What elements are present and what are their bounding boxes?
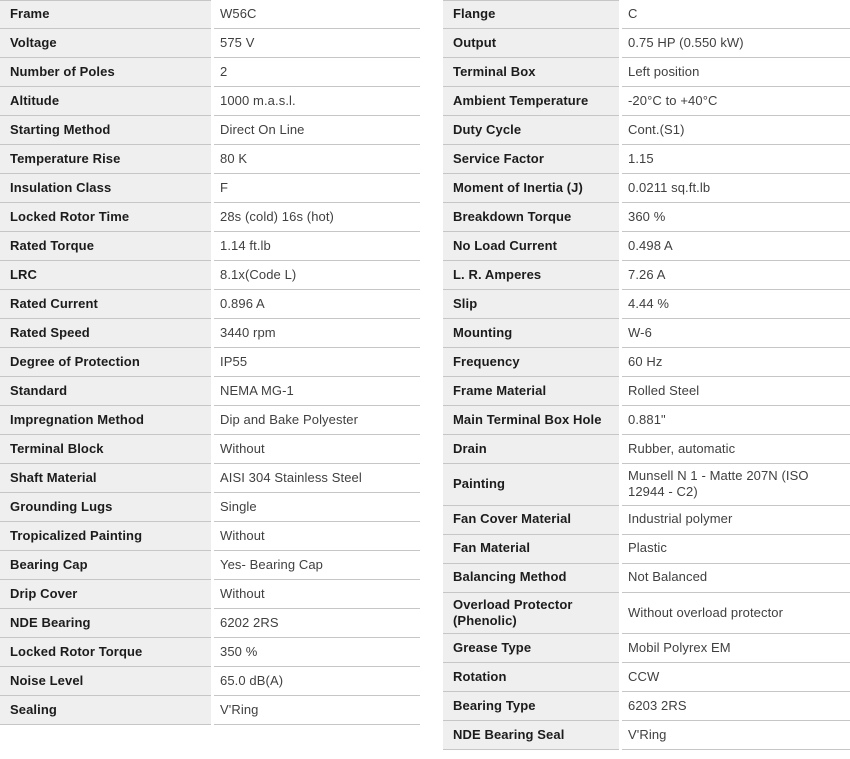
spec-label-cell	[443, 464, 619, 506]
spec-label: Frame Material	[453, 382, 547, 398]
spec-label: Number of Poles	[10, 63, 115, 79]
spec-value: 1000 m.a.s.l.	[220, 92, 296, 108]
spec-label-cell	[0, 29, 211, 58]
spec-label-cell	[443, 203, 619, 232]
spec-label-cell	[0, 638, 211, 667]
spec-value: Mobil Polyrex EM	[628, 639, 731, 655]
spec-value-cell	[622, 377, 850, 406]
spec-label-cell	[0, 406, 211, 435]
spec-label: Flange	[453, 6, 496, 22]
spec-label: Bearing Cap	[10, 556, 88, 572]
spec-value-cell	[622, 203, 850, 232]
spec-row	[0, 145, 420, 174]
spec-row	[0, 435, 420, 464]
spec-row	[443, 29, 850, 58]
spec-label-cell	[0, 493, 211, 522]
spec-value-cell	[622, 232, 850, 261]
spec-label: Sealing	[10, 701, 57, 717]
spec-label: Starting Method	[10, 121, 111, 137]
spec-value: Yes- Bearing Cap	[220, 556, 324, 572]
spec-label: Rated Current	[10, 295, 98, 311]
spec-label: Terminal Box	[453, 63, 536, 79]
spec-value: Without	[220, 440, 265, 456]
spec-value: 575 V	[220, 34, 255, 50]
spec-label-cell	[443, 290, 619, 319]
spec-label: Moment of Inertia (J)	[453, 179, 583, 195]
spec-value-cell	[214, 638, 420, 667]
spec-label: Bearing Type	[453, 697, 536, 713]
spec-label: Rated Speed	[10, 324, 90, 340]
spec-label-cell	[443, 435, 619, 464]
spec-label: Mounting	[453, 324, 513, 340]
spec-row	[0, 87, 420, 116]
spec-value-cell	[622, 593, 850, 635]
spec-value-cell	[622, 506, 850, 535]
spec-row	[443, 261, 850, 290]
spec-row	[0, 261, 420, 290]
spec-label-cell	[443, 663, 619, 692]
spec-label: Frequency	[453, 353, 520, 369]
spec-label: Fan Material	[453, 540, 531, 556]
spec-label: Locked Rotor Torque	[10, 643, 143, 659]
spec-value-cell	[214, 667, 420, 696]
spec-value: 350 %	[220, 643, 258, 659]
spec-row	[443, 58, 850, 87]
spec-value-cell	[214, 609, 420, 638]
spec-label-cell	[0, 580, 211, 609]
spec-label-cell	[443, 87, 619, 116]
spec-value: 8.1x(Code L)	[220, 266, 297, 282]
spec-value: Industrial polymer	[628, 511, 733, 527]
spec-row	[0, 29, 420, 58]
spec-value: 28s (cold) 16s (hot)	[220, 208, 334, 224]
spec-label-cell	[0, 174, 211, 203]
spec-label: Drip Cover	[10, 585, 78, 601]
spec-row	[0, 348, 420, 377]
spec-label-cell	[443, 116, 619, 145]
spec-label-cell	[443, 593, 619, 635]
spec-label-cell	[443, 261, 619, 290]
spec-value: 6203 2RS	[628, 697, 687, 713]
spec-row	[0, 551, 420, 580]
spec-label: Duty Cycle	[453, 121, 522, 137]
spec-value: 1.14 ft.lb	[220, 237, 271, 253]
spec-value-cell	[214, 116, 420, 145]
spec-value: 0.75 HP (0.550 kW)	[628, 34, 744, 50]
spec-value-cell	[622, 721, 850, 750]
spec-label-cell	[0, 290, 211, 319]
spec-row	[0, 609, 420, 638]
spec-row	[0, 290, 420, 319]
spec-value-cell	[214, 290, 420, 319]
spec-value-cell	[214, 406, 420, 435]
spec-label-cell	[443, 58, 619, 87]
spec-label-cell	[0, 696, 211, 725]
spec-row	[443, 87, 850, 116]
spec-value-cell	[214, 522, 420, 551]
spec-value: Rubber, automatic	[628, 440, 736, 456]
spec-label: NDE Bearing Seal	[453, 726, 565, 742]
spec-row	[443, 535, 850, 564]
spec-label-cell	[443, 29, 619, 58]
spec-label: LRC	[10, 266, 38, 282]
spec-label-cell	[0, 319, 211, 348]
spec-label: Rotation	[453, 668, 507, 684]
spec-label: Breakdown Torque	[453, 208, 572, 224]
spec-label: Grease Type	[453, 639, 532, 655]
spec-label-cell	[0, 145, 211, 174]
spec-value-cell	[622, 0, 850, 29]
spec-value: Without	[220, 585, 265, 601]
spec-row	[0, 377, 420, 406]
spec-value-cell	[622, 348, 850, 377]
spec-row	[0, 638, 420, 667]
spec-value: 6202 2RS	[220, 614, 279, 630]
spec-value-cell	[622, 634, 850, 663]
spec-label-cell	[0, 609, 211, 638]
spec-label: Standard	[10, 382, 68, 398]
spec-value: W56C	[220, 5, 257, 21]
spec-value: V'Ring	[220, 701, 259, 717]
spec-value: 0.881"	[628, 411, 666, 427]
spec-label-cell	[443, 564, 619, 593]
spec-value-cell	[214, 435, 420, 464]
spec-row	[443, 203, 850, 232]
spec-value-cell	[214, 580, 420, 609]
spec-label-cell	[443, 145, 619, 174]
spec-label: Drain	[453, 440, 487, 456]
spec-row	[443, 634, 850, 663]
spec-label-cell	[443, 406, 619, 435]
spec-label: Ambient Temperature	[453, 92, 589, 108]
spec-value: 0.896 A	[220, 295, 265, 311]
spec-row	[0, 522, 420, 551]
spec-value-cell	[622, 406, 850, 435]
spec-row	[443, 0, 850, 29]
spec-label: Voltage	[10, 34, 57, 50]
spec-value: 65.0 dB(A)	[220, 672, 284, 688]
spec-row	[443, 406, 850, 435]
spec-label-cell	[443, 721, 619, 750]
spec-label-cell	[0, 551, 211, 580]
spec-value: AISI 304 Stainless Steel	[220, 469, 362, 485]
spec-row	[443, 721, 850, 750]
spec-row	[443, 564, 850, 593]
spec-value: 60 Hz	[628, 353, 663, 369]
spec-value: Without overload protector	[628, 604, 784, 620]
spec-row	[443, 319, 850, 348]
spec-label: L. R. Amperes	[453, 266, 542, 282]
spec-label-cell	[443, 692, 619, 721]
spec-row	[0, 0, 420, 29]
spec-label-cell	[443, 535, 619, 564]
spec-value-cell	[214, 145, 420, 174]
spec-value: Cont.(S1)	[628, 121, 685, 137]
spec-label-cell	[443, 377, 619, 406]
spec-value: CCW	[628, 668, 660, 684]
spec-label: NDE Bearing	[10, 614, 91, 630]
spec-value: Not Balanced	[628, 569, 708, 585]
spec-value: 1.15	[628, 150, 654, 166]
spec-row	[443, 464, 850, 506]
spec-label: Output	[453, 34, 497, 50]
spec-value: 0.498 A	[628, 237, 673, 253]
spec-value: 4.44 %	[628, 295, 670, 311]
spec-table-right	[443, 0, 850, 750]
spec-value-cell	[622, 58, 850, 87]
spec-label: Terminal Block	[10, 440, 104, 456]
spec-label: Altitude	[10, 92, 60, 108]
spec-label: Locked Rotor Time	[10, 208, 130, 224]
spec-label-cell	[0, 203, 211, 232]
spec-row	[443, 377, 850, 406]
spec-value: Single	[220, 498, 257, 514]
spec-value-cell	[622, 663, 850, 692]
spec-label: Grounding Lugs	[10, 498, 113, 514]
spec-value-cell	[214, 493, 420, 522]
spec-label: No Load Current	[453, 237, 558, 253]
spec-value: V'Ring	[628, 726, 667, 742]
spec-row	[0, 116, 420, 145]
spec-label: Service Factor	[453, 150, 545, 166]
spec-label: Degree of Protection	[10, 353, 140, 369]
spec-value: 3440 rpm	[220, 324, 276, 340]
spec-value-cell	[622, 464, 850, 506]
spec-label: Slip	[453, 295, 478, 311]
spec-row	[0, 464, 420, 493]
spec-value: IP55	[220, 353, 248, 369]
spec-label-cell	[0, 232, 211, 261]
spec-value: 80 K	[220, 150, 248, 166]
spec-row	[0, 232, 420, 261]
spec-row	[443, 290, 850, 319]
spec-row	[443, 348, 850, 377]
spec-label: Main Terminal Box Hole	[453, 411, 602, 427]
spec-label-cell	[443, 506, 619, 535]
spec-label-cell	[0, 116, 211, 145]
spec-value-cell	[214, 232, 420, 261]
spec-value-cell	[214, 348, 420, 377]
spec-label-cell	[443, 0, 619, 29]
spec-value: 0.0211 sq.ft.lb	[628, 179, 711, 195]
spec-value-cell	[214, 29, 420, 58]
spec-value: W-6	[628, 324, 652, 340]
spec-value-cell	[214, 696, 420, 725]
spec-label-cell	[0, 667, 211, 696]
spec-value: Dip and Bake Polyester	[220, 411, 359, 427]
spec-row	[0, 319, 420, 348]
spec-label: Tropicalized Painting	[10, 527, 143, 543]
spec-value-cell	[622, 261, 850, 290]
spec-value-cell	[214, 174, 420, 203]
spec-value: -20°C to +40°C	[628, 92, 718, 108]
spec-label: Overload Protector (Phenolic)	[453, 596, 573, 628]
spec-label: Balancing Method	[453, 569, 567, 585]
spec-label-cell	[0, 87, 211, 116]
spec-row	[443, 435, 850, 464]
spec-value: 2	[220, 63, 228, 79]
spec-value-cell	[214, 319, 420, 348]
spec-value: C	[628, 5, 638, 21]
spec-row	[443, 506, 850, 535]
spec-value: Munsell N 1 - Matte 207N (ISO 12944 - C2)	[628, 468, 809, 500]
spec-row	[0, 667, 420, 696]
spec-row	[0, 580, 420, 609]
spec-value: 7.26 A	[628, 266, 666, 282]
spec-row	[443, 692, 850, 721]
spec-value: F	[220, 179, 229, 195]
spec-value: Left position	[628, 63, 700, 79]
spec-label: Painting	[453, 476, 506, 492]
spec-value-cell	[622, 116, 850, 145]
spec-row	[443, 174, 850, 203]
spec-row	[0, 493, 420, 522]
spec-value: 360 %	[628, 208, 666, 224]
spec-value-cell	[622, 174, 850, 203]
spec-label-cell	[443, 174, 619, 203]
spec-value-cell	[622, 29, 850, 58]
spec-value: Without	[220, 527, 265, 543]
spec-value-cell	[622, 435, 850, 464]
spec-value: NEMA MG-1	[220, 382, 294, 398]
spec-label-cell	[443, 348, 619, 377]
spec-row	[443, 663, 850, 692]
spec-value-cell	[214, 203, 420, 232]
spec-label-cell	[0, 522, 211, 551]
spec-value-cell	[214, 464, 420, 493]
spec-label-cell	[0, 377, 211, 406]
spec-row	[0, 406, 420, 435]
spec-label: Fan Cover Material	[453, 511, 572, 527]
spec-value-cell	[214, 58, 420, 87]
spec-row	[0, 58, 420, 87]
spec-row	[443, 116, 850, 145]
spec-label: Rated Torque	[10, 237, 95, 253]
spec-value-cell	[622, 319, 850, 348]
spec-label: Temperature Rise	[10, 150, 121, 166]
spec-label-cell	[443, 319, 619, 348]
spec-value-cell	[214, 0, 420, 29]
spec-row	[443, 593, 850, 635]
spec-label-cell	[0, 348, 211, 377]
spec-value: Plastic	[628, 540, 667, 556]
spec-label-cell	[0, 261, 211, 290]
spec-value-cell	[214, 261, 420, 290]
spec-label-cell	[0, 435, 211, 464]
spec-label-cell	[0, 0, 211, 29]
spec-value-cell	[214, 87, 420, 116]
spec-value-cell	[622, 564, 850, 593]
spec-label: Impregnation Method	[10, 411, 145, 427]
spec-row	[0, 174, 420, 203]
spec-table-left	[0, 0, 420, 725]
spec-value-cell	[622, 145, 850, 174]
spec-label-cell	[443, 634, 619, 663]
spec-label: Insulation Class	[10, 179, 112, 195]
spec-label: Shaft Material	[10, 469, 97, 485]
spec-row	[0, 696, 420, 725]
spec-label-cell	[443, 232, 619, 261]
spec-label: Frame	[10, 6, 50, 22]
spec-value-cell	[622, 692, 850, 721]
spec-label: Noise Level	[10, 672, 84, 688]
spec-value-cell	[622, 87, 850, 116]
spec-row	[443, 232, 850, 261]
spec-value-cell	[622, 290, 850, 319]
spec-row	[0, 203, 420, 232]
spec-value-cell	[214, 377, 420, 406]
spec-value: Rolled Steel	[628, 382, 700, 398]
spec-label-cell	[0, 58, 211, 87]
spec-value: Direct On Line	[220, 121, 305, 137]
spec-value-cell	[214, 551, 420, 580]
spec-value-cell	[622, 535, 850, 564]
spec-row	[443, 145, 850, 174]
spec-label-cell	[0, 464, 211, 493]
